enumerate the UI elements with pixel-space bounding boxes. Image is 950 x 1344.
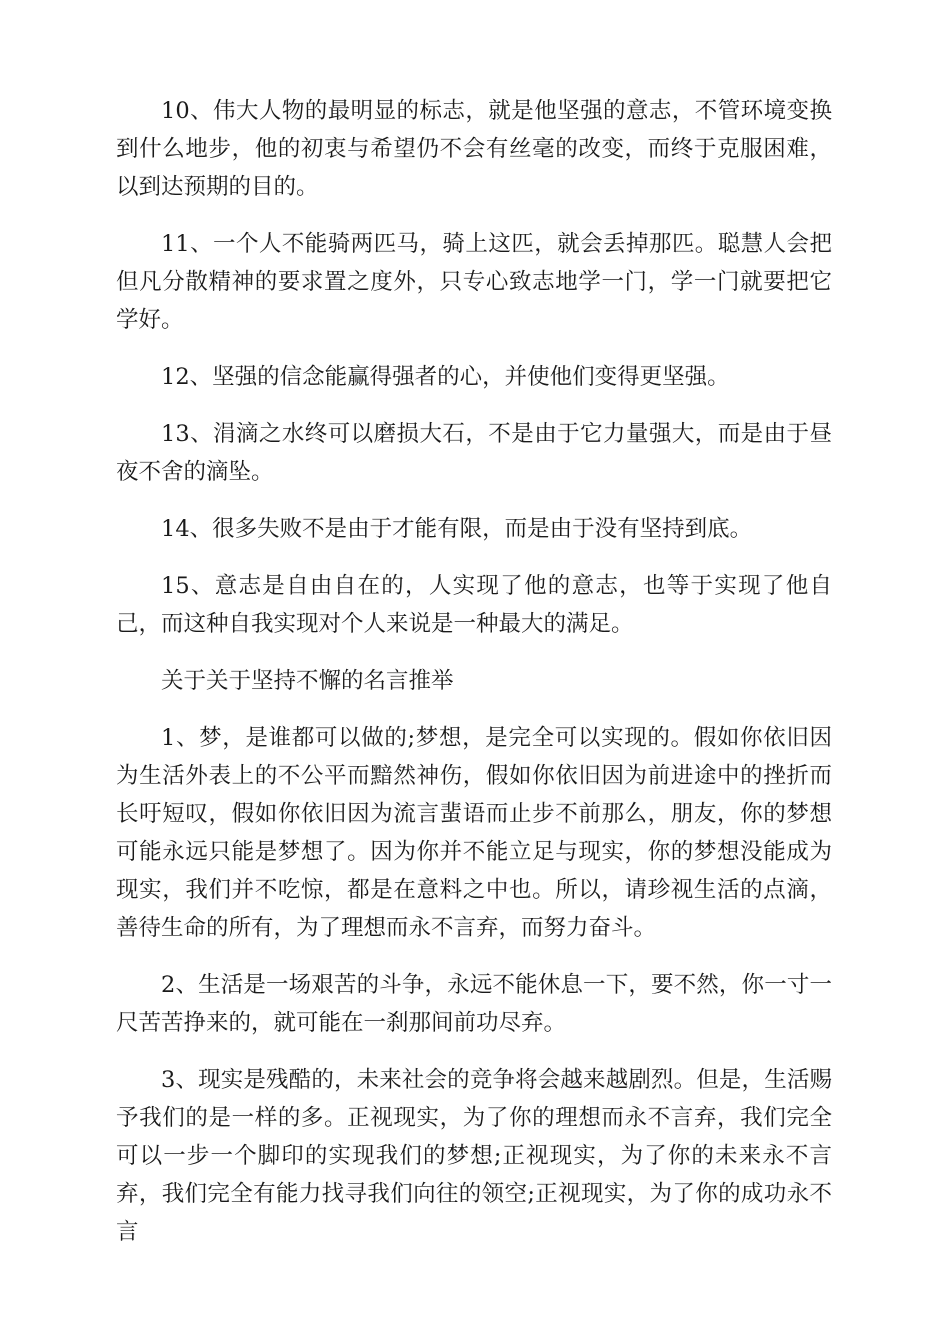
quote-paragraph-10: 10、伟大人物的最明显的标志，就是他坚强的意志，不管环境变换到什么地步，他的初衷与希望仍不会有丝毫的改变，而终于克服困难，以到达预期的目的。 xyxy=(116,98,832,200)
quote-paragraph-12: 12、坚强的信念能赢得强者的心，并使他们变得更坚强。 xyxy=(161,364,730,390)
section-heading: 关于关于坚持不懈的名言推举 xyxy=(161,668,454,694)
quote-paragraph-15: 15、意志是自由自在的，人实现了他的意志，也等于实现了他自己，而这种自我实现对个人来说是一种最大的满足。 xyxy=(116,573,832,637)
quote-paragraph-1: 1、梦，是谁都可以做的;梦想，是完全可以实现的。假如你依旧因为生活外表上的不公平而黯然神伤，假如你依旧因为前进途中的挫折而长吁短叹，假如你依旧因为流言蜚语而止步不前那么，朋友，你的梦想可能永远只能是梦想了。因为你并不能立足与现实，你的梦想没能成为现实，我们并不吃惊，都是在意料之中也。所以，请珍视生活的点滴，善待生命的所有，为了理想而永不言弃，而努力奋斗。 xyxy=(116,725,832,941)
document-page xyxy=(116,92,832,1270)
quote-paragraph-3: 3、现实是残酷的，未来社会的竞争将会越来越剧烈。但是，生活赐予我们的是一样的多。正视现实，为了你的理想而永不言弃，我们完全可以一步一个脚印的实现我们的梦想;正视现实，为了你的未来永不言弃，我们完全有能力找寻我们向往的领空;正视现实，为了你的成功永不言 xyxy=(116,1067,832,1245)
quote-paragraph-11: 11、一个人不能骑两匹马，骑上这匹，就会丢掉那匹。聪慧人会把但凡分散精神的要求置之度外，只专心致志地学一门，学一门就要把它学好。 xyxy=(116,231,832,333)
quote-paragraph-13: 13、涓滴之水终可以磨损大石，不是由于它力量强大，而是由于昼夜不舍的滴坠。 xyxy=(116,421,832,485)
quote-paragraph-14: 14、很多失败不是由于才能有限，而是由于没有坚持到底。 xyxy=(161,516,753,542)
quote-paragraph-2: 2、生活是一场艰苦的斗争，永远不能休息一下，要不然，你一寸一尺苦苦挣来的，就可能在一刹那间前功尽弃。 xyxy=(116,972,832,1036)
